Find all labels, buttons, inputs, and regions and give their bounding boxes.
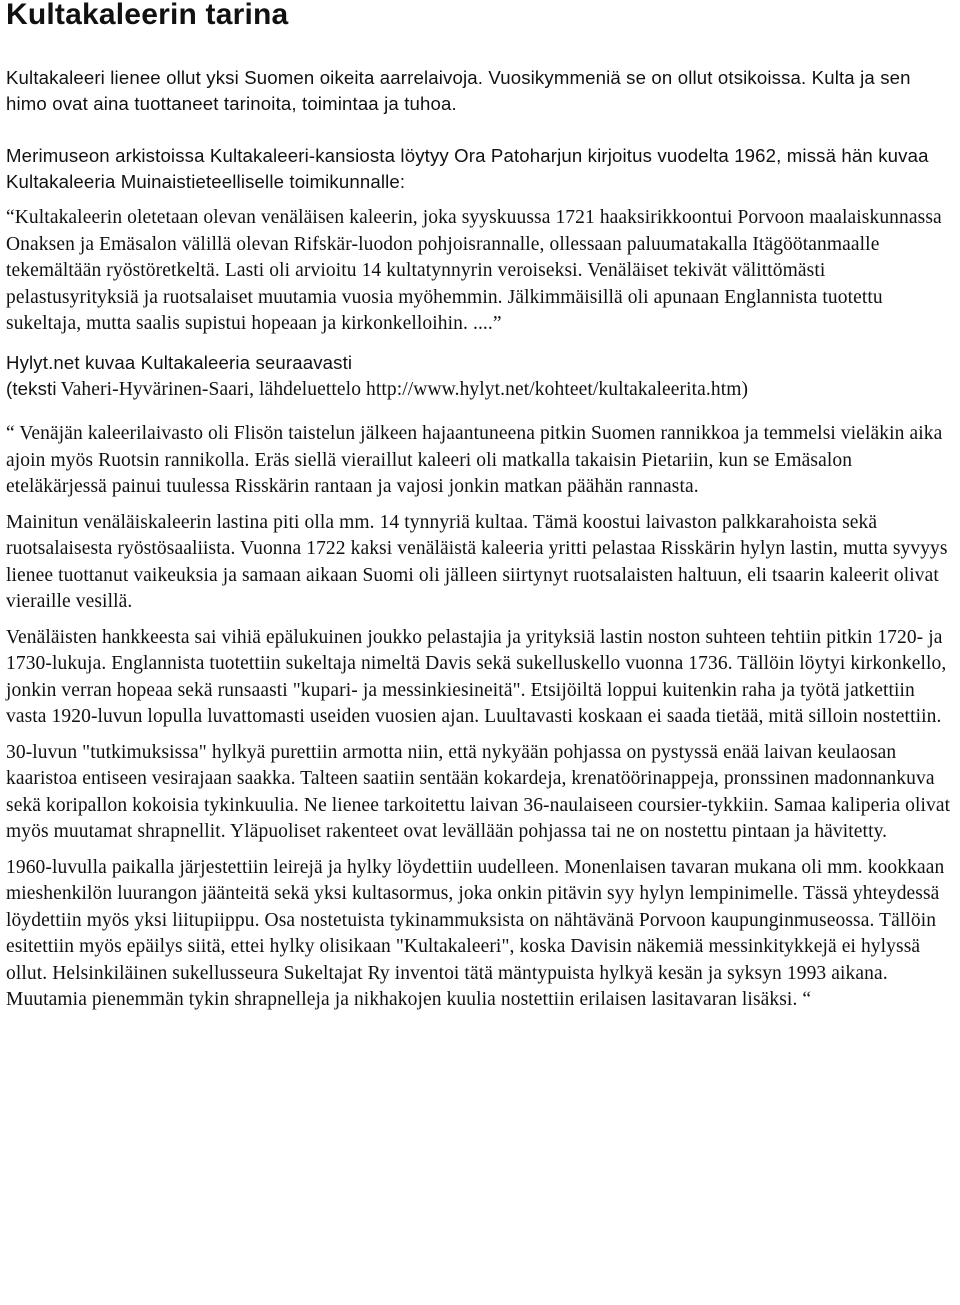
body-paragraph: Venäläisten hankkeesta sai vihiä epälukuinen joukko pelastajia ja yrityksiä lastin noston suhteen tehtiin pitkin 1720- ja 1730-lukuja. Englannista tuotettiin sukeltaja nimeltä Davis sekä sukelluskello vuonna 1736. Tällöin löytyi kirkonkello, jonkin verran hopeaa sekä runsaasti "kupari- ja messinkiesineitä". Etsijöiltä loppui kuitenkin raha ja työtä jatkettiin vasta 1920-luvun lopulla luvattomasti useiden vuosien ajan. Luultavasti koskaan ei saada tietää, mitä silloin nostettiin. — [6, 626, 947, 727]
hylyt-source-line — [6, 376, 954, 404]
hylyt-intro: Hylyt.net kuvaa Kultakaleeria seuraavasti — [6, 351, 353, 373]
body-paragraph: 1960-luvulla paikalla järjestettiin leirejä ja hylky löydettiin uudelleen. Monenlaisen tavaran mukana oli mm. kookkaan mieshenkilön luurangon jäänteitä sekä yksi kultasormus, joka onkin pitävin syy hylyn lempinimelle. Tässä yhteydessä löydettiin myös yksi liitupiippu. Osa nostetuista tykinammuksista on nähtävänä Porvoon kaupunginmuseossa. Tällöin esitettiin myös epäilys siitä, ettei hylky olisikaan "Kultakaleeri", koska Davisin näkemiä messinkitykkejä ei hylyssä ollut. Helsinkiläinen sukellusseura Sukeltajat Ry inventoi tätä mäntypuista hylkyä kesän ja syksyn 1993 aikana. Muutamia pienemmän tykin shrapnelleja ja nikhakojen kuulia nostettiin erilaisen lasitavaran lisäksi. “ — [6, 856, 945, 1010]
hylyt-source: Vaheri-Hyvärinen-Saari, lähdeluettelo http://www.hylyt.net/kohteet/kultakaleerita.htm) — [60, 378, 749, 400]
body-paragraph: Mainitun venäläiskaleerin lastina piti olla mm. 14 tynnyriä kultaa. Tämä koostui laivaston palkkarahoista sekä ruotsalaisesta ryöstösaaliista. Vuonna 1722 kaksi venäläistä kaleeria yritti pelastaa Risskärin hylyn lastin, mutta syvyys lienee tuottanut vaikeuksia ja samaan aikaan Suomi oli jälleen siirtynyt ruotsalaisten haltuun, eli tsaarin kaleerit olivat vieraille vesillä. — [6, 511, 948, 612]
article — [6, 0, 954, 1014]
archive-note-paragraph: Merimuseon arkistoissa Kultakaleeri-kansiosta löytyy Ora Patoharjun kirjoitus vuodelta 1962, missä hän kuvaa Kultakaleeria Muinaistieteelliselle toimikunnalle: — [6, 145, 929, 192]
page-title: Kultakaleerin tarina — [6, 0, 289, 31]
hylyt-source-prefix: (teksti — [6, 377, 57, 399]
hylyt-quote-paragraph: “ Venäjän kaleerilaivasto oli Flisön taistelun jälkeen hajaantuneena pitkin Suomen rannikkoa ja temmelsi vieläkin aika ajoin myös Ruotsin rannikolla. Eräs siellä vieraillut kaleeri oli matkalla takaisin Pietariin, kun se Emäsalon eteläkärjessä painui tuulessa Risskärin rantaan ja vajosi jonkin matkan päähän rannasta. — [6, 423, 943, 497]
body-paragraph: 30-luvun "tutkimuksissa" hylkyä purettiin armotta niin, että nykyään pohjassa on pystyssä enää laivan keulaosan kaaristoa entiseen vesirajaan saakka. Talteen saatiin sentään kokardeja, krenatöörinappeja, pronssinen madonnankuva sekä koripallon kokoisia tykinkuulia. Ne lienee tarkoitettu laivan 36-naulaiseen coursier-tykkiin. Samaa kaliperia olivat myös muutamat shrapnellit. Yläpuoliset rakenteet ovat levällään pohjassa tai ne on nostettu pintaan ja hävitetty. — [6, 741, 951, 842]
intro-paragraph: Kultakaleeri lienee ollut yksi Suomen oikeita aarrelaivoja. Vuosikymmeniä se on ollut otsikoissa. Kulta ja sen himo ovat aina tuottaneet tarinoita, toimintaa ja tuhoa. — [6, 67, 911, 114]
patoharju-quote: “Kultakaleerin oletetaan olevan venäläisen kaleerin, joka syyskuussa 1721 haaksirikkoontui Porvoon maalaiskunnassa Onaksen ja Emäsalon välillä olevan Rifskär-luodon pohjoisrannalle, ollessaan paluumatakalla Itägöötanmaalle tekemältään ryöstöretkeltä. Lasti oli arvioitu 14 kultatynnyrin veroiseksi. Venäläiset tekivät välittömästi pelastusyrityksiä ja ruotsalaiset muutamia vuosia myöhemmin. Jälkimmäisillä oli apunaan Englannista tuotettu sukeltaja, mutta saalis supistui hopeaan ja kirkonkelloihin. ....” — [6, 207, 942, 334]
